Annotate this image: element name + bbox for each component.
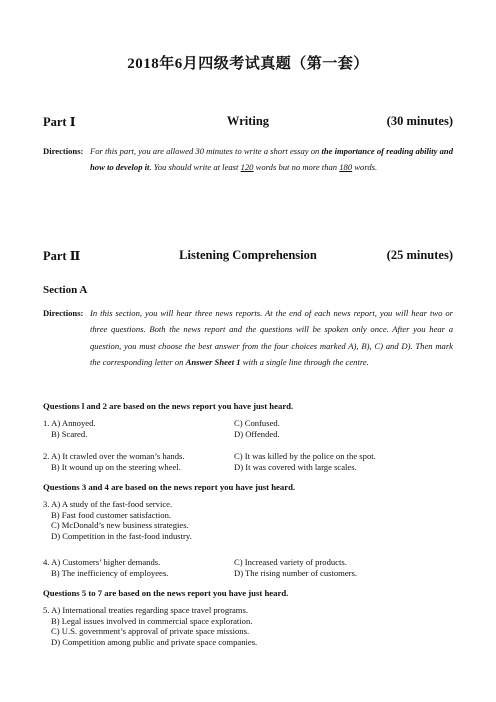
directions-text [43, 305, 453, 370]
option-c: C) McDonald’s new business strategies. [51, 520, 189, 530]
option-b: B) Scared. [51, 428, 88, 439]
question-4 [43, 557, 463, 578]
part-1-label: Part Ⅰ [43, 115, 76, 129]
question-5 [43, 605, 463, 647]
question-2 [43, 451, 463, 472]
option-d: D) Offended. [234, 428, 280, 439]
option-c: C) U.S. government’s approval of private space missions. [51, 626, 250, 636]
option-a: 2. A) It crawled over the woman’s hands. [43, 451, 185, 461]
directions-text-a: In this section, you will hear three news reports. At the end of each news report, you will hear two or three questions. Both the news report and the questions will be spoken only once. After you hear a question, you must choose the best answer from the four choices marked A), B), C) and D). Then mark the corresponding letter on [90, 308, 453, 367]
option-d: D) Competition among public and private space companies. [51, 636, 258, 647]
directions-label: Directions: [43, 308, 84, 318]
option-b: B) Fast food customer satisfaction. [51, 509, 172, 520]
directions-text [43, 143, 453, 176]
option-c: C) Confused. [234, 418, 280, 428]
option-d: D) The rising number of customers. [234, 567, 357, 578]
option-a: 5. A) International treaties regarding space travel programs. [43, 605, 248, 615]
essay-topic: the importance of reading ability and how to develop it [90, 146, 454, 173]
option-c: C) Increased variety of products. [234, 557, 347, 567]
directions-text-d: words. [352, 162, 378, 173]
option-b: B) The inefficiency of employees. [51, 567, 169, 578]
directions-text-c: words but no more than [253, 162, 340, 173]
option-a: 1. A) Annoyed. [43, 418, 96, 428]
max-words: 180 [339, 162, 353, 173]
option-d: D) It was covered with large scales. [234, 461, 357, 472]
section-a-heading: Section A [43, 284, 88, 296]
part-2-directions [43, 305, 453, 370]
option-b: B) Legal issues involved in commercial space exploration. [51, 615, 253, 626]
directions-text-a: For this part, you are allowed 30 minutes to write a short essay on [90, 146, 322, 156]
question-group-heading: Questions l and 2 are based on the news report you have just heard. [43, 401, 294, 411]
part-1-time: (30 minutes) [386, 114, 453, 128]
part-2-label: Part Ⅱ [43, 249, 81, 263]
option-c: C) It was killed by the police on the spot. [234, 451, 376, 461]
question-group-heading: Questions 5 to 7 are based on the news report you have just heard. [43, 588, 289, 598]
option-d: D) Competition in the fast-food industry. [51, 530, 192, 541]
directions-label: Directions: [43, 146, 84, 156]
question-group-heading: Questions 3 and 4 are based on the news report you have just heard. [43, 482, 296, 492]
part-2-title: Listening Comprehension [179, 248, 317, 262]
option-a: 3. A) A study of the fast-food service. [43, 499, 173, 509]
page-title: 2018年6月四级考试真题（第一套） [127, 56, 369, 72]
directions-text-b: . You should write at least [149, 162, 241, 173]
question-3 [43, 499, 463, 541]
answer-sheet: Answer Sheet 1 [185, 356, 241, 367]
directions-text-b: with a single line through the centre. [240, 356, 369, 367]
part-1-title: Writing [226, 114, 270, 128]
part-2-time: (25 minutes) [386, 248, 453, 262]
part-1-directions [43, 143, 453, 176]
question-1 [43, 418, 463, 439]
option-a: 4. A) Customers’ higher demands. [43, 557, 161, 567]
option-b: B) It wound up on the steering wheel. [51, 461, 181, 472]
min-words: 120 [240, 162, 254, 173]
